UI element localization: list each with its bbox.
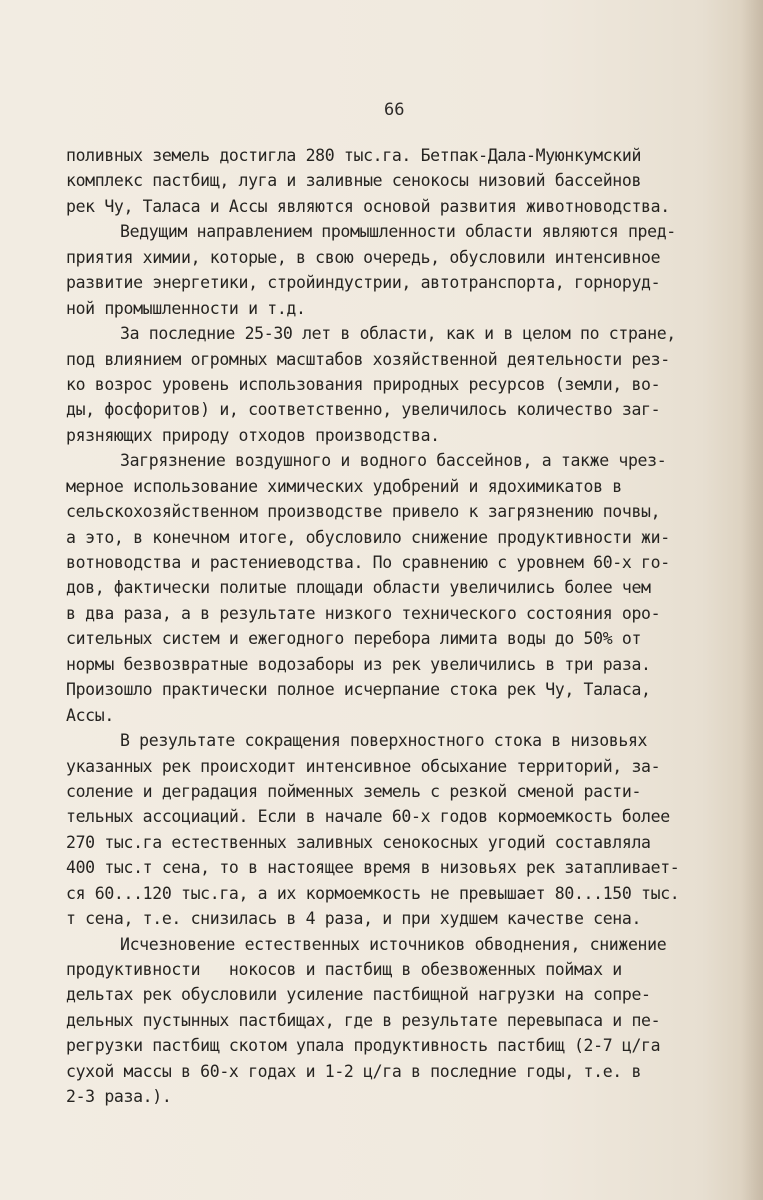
text-line: поливных земель достигла 280 тыс.га. Бетпак-Дала-Муюнкумский — [66, 146, 642, 165]
text-line: рек Чу, Таласа и Ассы являются основой развития животноводства. — [66, 196, 670, 216]
text-line: приятия химии, которые, в свою очередь, обусловили интенсивное — [66, 247, 661, 267]
text-line: 2-3 раза.). — [66, 1087, 172, 1107]
page-edge-shadow — [741, 0, 763, 1200]
text-line: ся 60...120 тыс.га, а их кормоемкость не превышает 80...150 тыс. — [66, 883, 680, 903]
text-line: Произошло практически полное исчерпание стока рек Чу, Таласа, — [66, 680, 651, 700]
text-line: 400 тыс.т сена, то в настоящее время в низовьях рек затапливает- — [66, 858, 680, 878]
text-line: дов, фактически политые площади области увеличились более чем — [66, 578, 651, 598]
page-number: 66 — [384, 100, 405, 120]
paragraph-start-line: Загрязнение воздушного и водного бассейнов, а также чрез- — [120, 451, 667, 471]
text-line: ды, фосфоритов) и, соответственно, увеличилось количество заг- — [66, 400, 661, 420]
text-line: рязняющих природу отходов производства. — [66, 425, 440, 445]
text-line: вотноводства и растениеводства. По сравнению с уровнем 60-х го- — [66, 553, 670, 572]
text-line: в два раза, а в результате низкого технического состояния оро- — [66, 603, 661, 623]
text-line: сельскохозяйственном производстве привело к загрязнению почвы, — [66, 502, 661, 522]
text-line: сухой массы в 60-х годах и 1-2 ц/га в последние годы, т.е. в — [66, 1061, 642, 1081]
body-text — [66, 143, 731, 1110]
text-line: соление и деградация пойменных земель с резкой сменой расти- — [66, 781, 642, 801]
text-line: развитие энергетики, стройиндустрии, автотранспорта, горноруд- — [66, 273, 661, 293]
text-line: ной промышленности и т.д. — [66, 298, 306, 318]
text-line: а это, в конечном итоге, обусловило снижение продуктивности жи- — [66, 527, 670, 547]
text-line: ко возрос уровень использования природных ресурсов (земли, во- — [66, 374, 661, 394]
paragraph-start-line: В результате сокращения поверхностного стока в низовьях — [120, 731, 648, 751]
text-line: продуктивности нокосов и пастбищ в обезвоженных поймах и — [66, 960, 622, 979]
text-line: т сена, т.е. снизилась в 4 раза, и при худшем качестве сена. — [66, 909, 642, 929]
text-line: дельтах рек обусловили усиление пастбищной нагрузки на сопре- — [66, 985, 651, 1005]
text-line: под влиянием огромных масштабов хозяйственной деятельности рез- — [66, 349, 670, 369]
text-line: 270 тыс.га естественных заливных сенокосных угодий составляла — [66, 832, 651, 852]
text-line: нормы безвозвратные водозаборы из рек увеличились в три раза. — [66, 654, 651, 674]
paragraph-start-line: Исчезновение естественных источников обводнения, снижение — [120, 934, 667, 954]
text-line: регрузки пастбищ скотом упала продуктивность пастбищ (2-7 ц/га — [66, 1036, 661, 1056]
text-line: комплекс пастбищ, луга и заливные сенокосы низовий бассейнов — [66, 171, 642, 191]
text-line: дельных пустынных пастбищах, где в результате перевыпаса и пе- — [66, 1010, 661, 1030]
text-line: указанных рек происходит интенсивное обсыхание территорий, за- — [66, 756, 661, 776]
text-line: мерное использование химических удобрений и ядохимикатов в — [66, 476, 622, 496]
text-line: сительных систем и ежегодного перебора лимита воды до 50% от — [66, 629, 642, 649]
paragraph-start-line: За последние 25-30 лет в области, как и в целом по стране, — [120, 324, 676, 344]
text-line: Ассы. — [66, 705, 114, 725]
text-line: тельных ассоциаций. Если в начале 60-х годов кормоемкость более — [66, 807, 670, 827]
paragraph-start-line: Ведущим направлением промышленности области являются пред- — [120, 222, 676, 242]
